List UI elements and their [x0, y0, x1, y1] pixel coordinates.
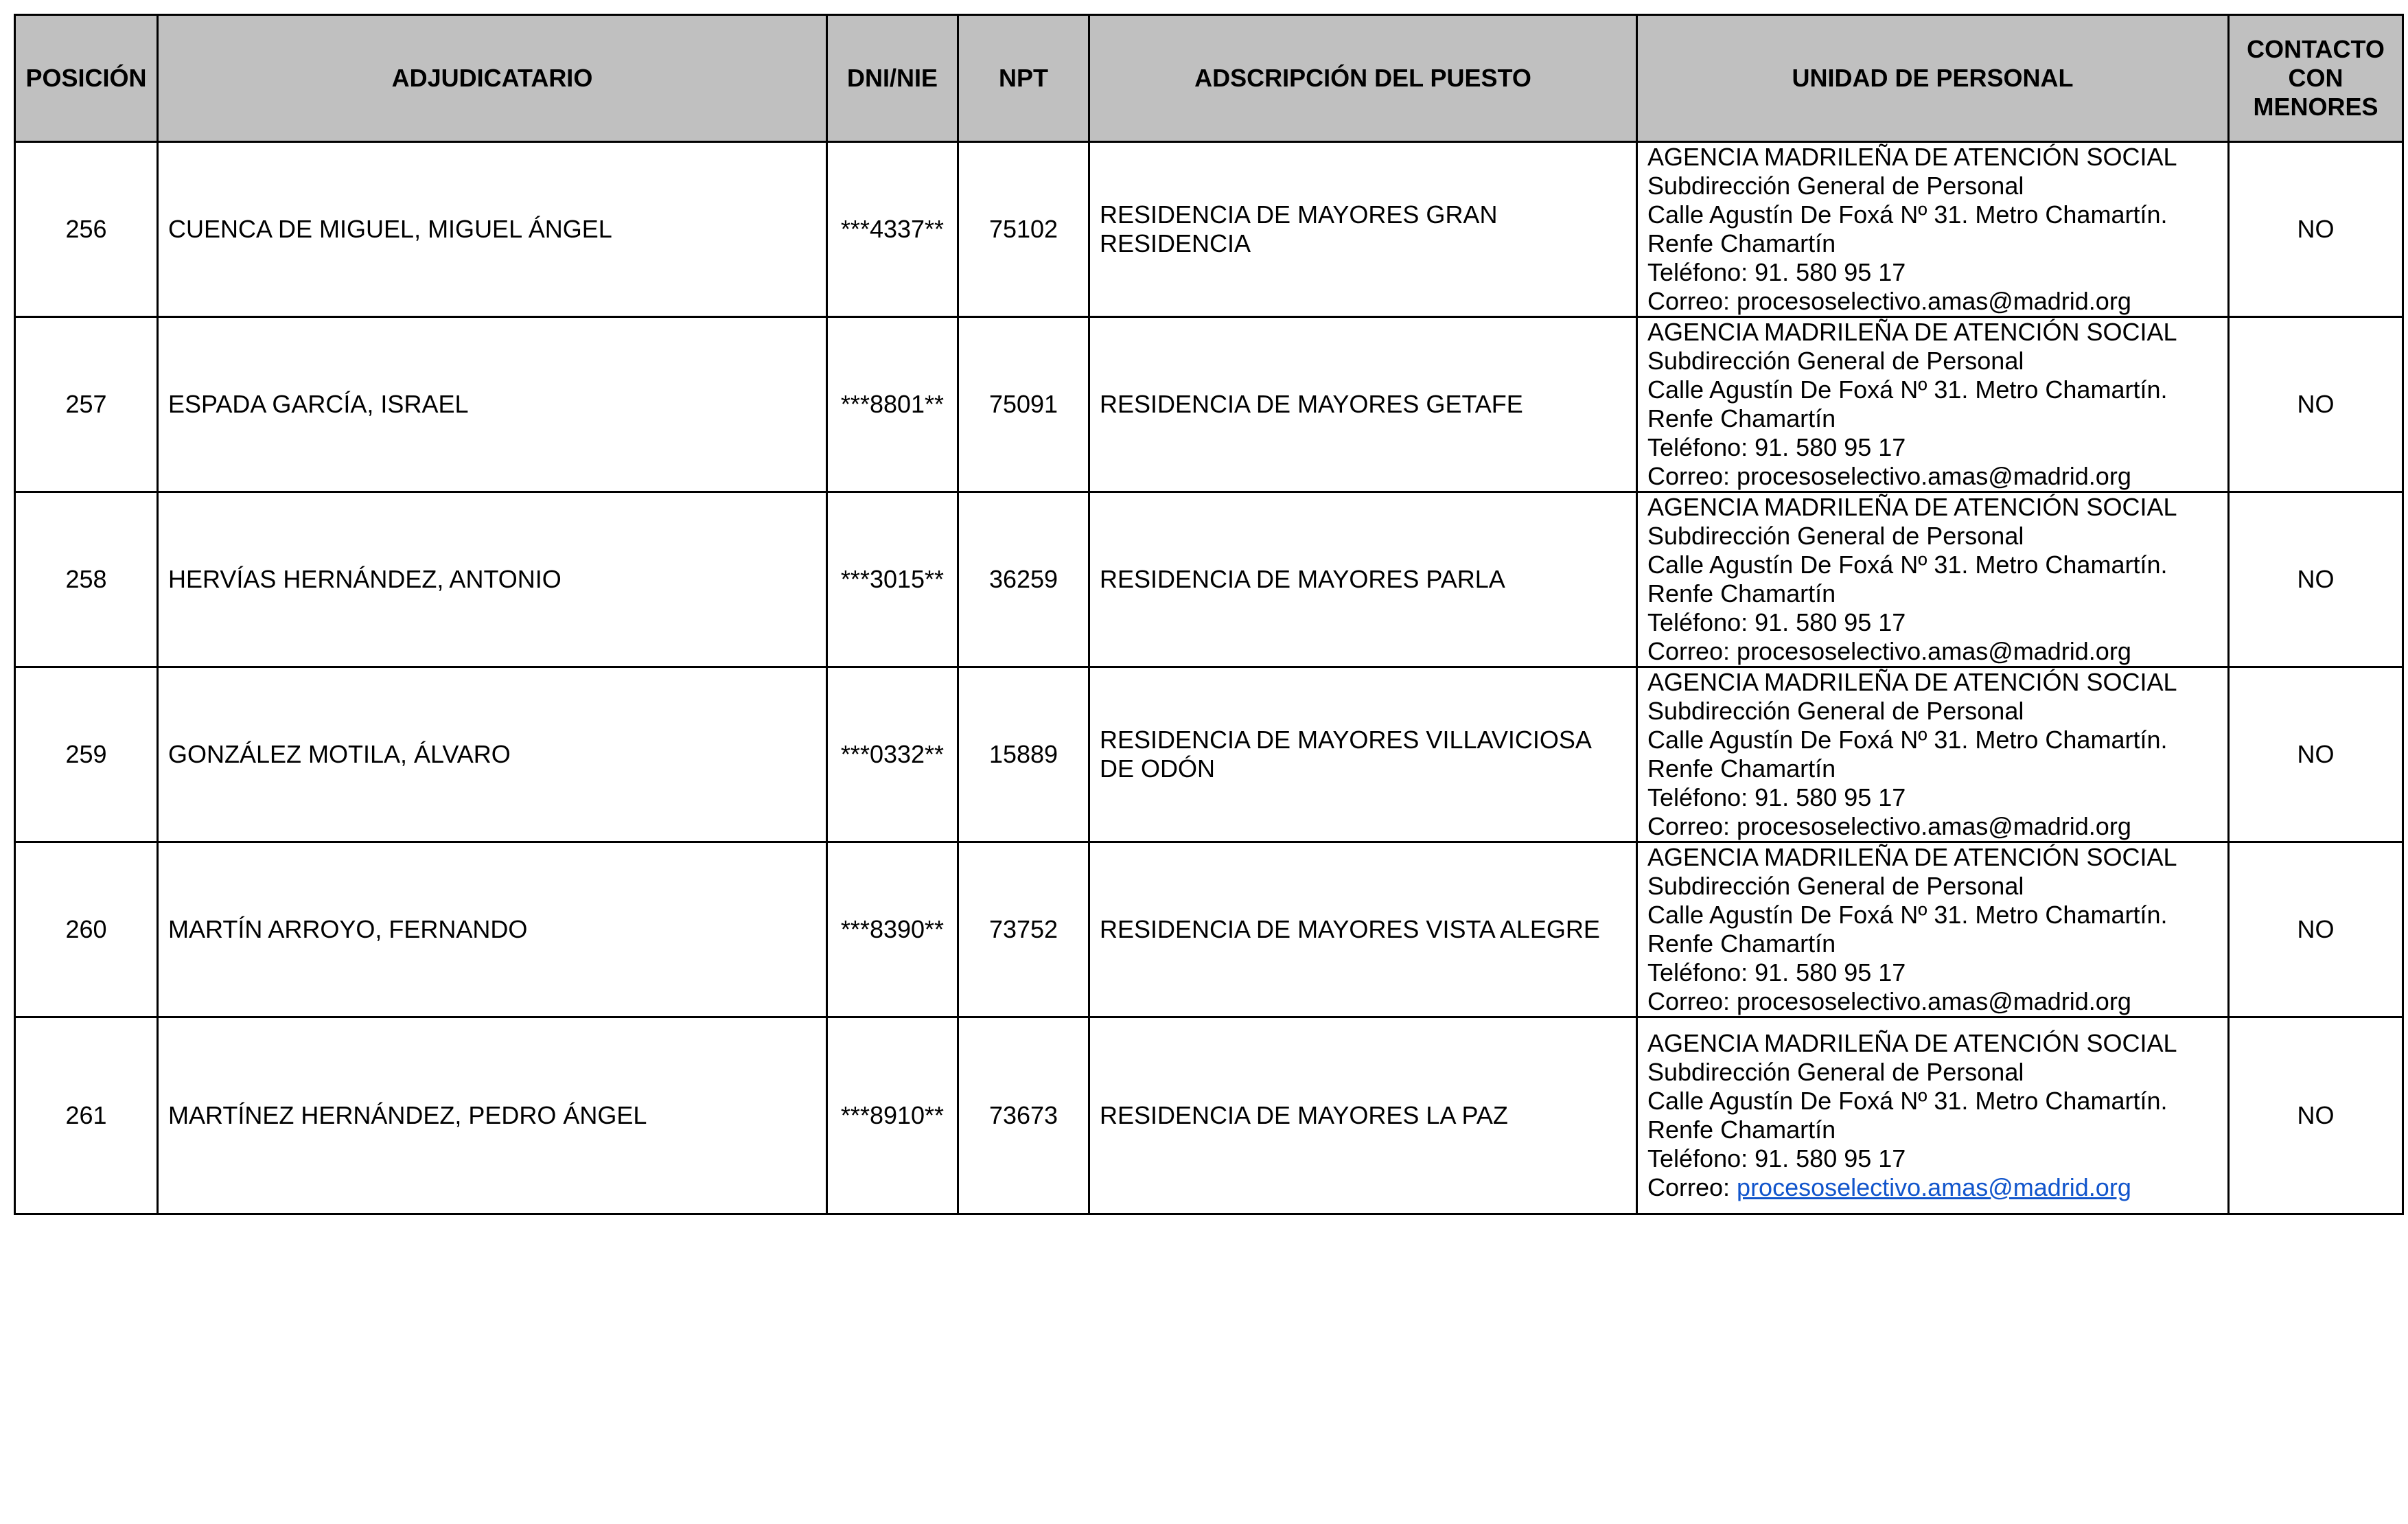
unidad-phone: Teléfono: 91. 580 95 17: [1647, 783, 1906, 811]
email-label: Correo:: [1647, 987, 1737, 1015]
header-npt: NPT: [958, 15, 1089, 142]
unidad-address: Calle Agustín De Foxá Nº 31. Metro Chamartín.: [1647, 200, 2168, 229]
cell-adscripcion: [1089, 667, 1637, 842]
unidad-subdireccion: Subdirección General de Personal: [1647, 347, 2024, 375]
adscripcion-line: DE ODÓN: [1100, 754, 1216, 783]
cell-unidad: [1637, 842, 2229, 1017]
header-dni: DNI/NIE: [827, 15, 958, 142]
cell-adjudicatario: GONZÁLEZ MOTILA, ÁLVARO: [158, 667, 827, 842]
cell-adjudicatario: MARTÍNEZ HERNÁNDEZ, PEDRO ÁNGEL: [158, 1017, 827, 1214]
cell-unidad: [1637, 667, 2229, 842]
cell-posicion: 260: [15, 842, 158, 1017]
cell-contacto: NO: [2229, 142, 2403, 317]
email-label: Correo:: [1647, 462, 1737, 490]
table-row: [15, 142, 2403, 317]
email-text: procesoselectivo.amas@madrid.org: [1737, 987, 2131, 1015]
adscripcion-line: RESIDENCIA DE MAYORES LA PAZ: [1100, 1101, 1508, 1129]
cell-posicion: 256: [15, 142, 158, 317]
unidad-address: Calle Agustín De Foxá Nº 31. Metro Chamartín.: [1647, 551, 2168, 579]
cell-adscripcion: [1089, 492, 1637, 667]
cell-dni: ***8390**: [827, 842, 958, 1017]
header-adscripcion: ADSCRIPCIÓN DEL PUESTO: [1089, 15, 1637, 142]
unidad-agency: AGENCIA MADRILEÑA DE ATENCIÓN SOCIAL: [1647, 668, 2177, 696]
cell-contacto: NO: [2229, 317, 2403, 492]
unidad-address-2: Renfe Chamartín: [1647, 930, 1836, 958]
cell-npt: 75091: [958, 317, 1089, 492]
header-row: [15, 15, 2403, 142]
adscripcion-line: RESIDENCIA DE MAYORES GETAFE: [1100, 390, 1523, 418]
cell-adscripcion: [1089, 1017, 1637, 1214]
unidad-agency: AGENCIA MADRILEÑA DE ATENCIÓN SOCIAL: [1647, 493, 2177, 521]
cell-dni: ***8801**: [827, 317, 958, 492]
unidad-email: [1647, 287, 2218, 316]
cell-contacto: NO: [2229, 667, 2403, 842]
table-row: [15, 842, 2403, 1017]
unidad-email: [1647, 637, 2218, 666]
cell-posicion: 261: [15, 1017, 158, 1214]
unidad-address-2: Renfe Chamartín: [1647, 579, 1836, 608]
email-label: Correo:: [1647, 1173, 1737, 1201]
header-contacto: [2229, 15, 2403, 142]
unidad-address: Calle Agustín De Foxá Nº 31. Metro Chamartín.: [1647, 726, 2168, 754]
cell-dni: ***8910**: [827, 1017, 958, 1214]
cell-posicion: 258: [15, 492, 158, 667]
unidad-address: Calle Agustín De Foxá Nº 31. Metro Chamartín.: [1647, 376, 2168, 404]
cell-unidad: [1637, 1017, 2229, 1214]
unidad-address-2: Renfe Chamartín: [1647, 404, 1836, 432]
unidad-agency: AGENCIA MADRILEÑA DE ATENCIÓN SOCIAL: [1647, 143, 2177, 171]
cell-adscripcion: [1089, 317, 1637, 492]
unidad-email: [1647, 987, 2218, 1016]
cell-unidad: [1637, 317, 2229, 492]
cell-posicion: 259: [15, 667, 158, 842]
email-text: procesoselectivo.amas@madrid.org: [1737, 637, 2131, 665]
cell-contacto: NO: [2229, 1017, 2403, 1214]
unidad-subdireccion: Subdirección General de Personal: [1647, 697, 2024, 725]
cell-adjudicatario: MARTÍN ARROYO, FERNANDO: [158, 842, 827, 1017]
header-adjudicatario: ADJUDICATARIO: [158, 15, 827, 142]
cell-npt: 75102: [958, 142, 1089, 317]
adscripcion-line: RESIDENCIA: [1100, 229, 1251, 257]
header-contacto-line: CONTACTO: [2247, 35, 2385, 63]
unidad-subdireccion: Subdirección General de Personal: [1647, 522, 2024, 550]
unidad-subdireccion: Subdirección General de Personal: [1647, 872, 2024, 900]
unidad-phone: Teléfono: 91. 580 95 17: [1647, 608, 1906, 636]
unidad-phone: Teléfono: 91. 580 95 17: [1647, 1144, 1906, 1173]
cell-dni: ***3015**: [827, 492, 958, 667]
cell-unidad: [1637, 142, 2229, 317]
cell-dni: ***4337**: [827, 142, 958, 317]
cell-adjudicatario: CUENCA DE MIGUEL, MIGUEL ÁNGEL: [158, 142, 827, 317]
adscripcion-line: RESIDENCIA DE MAYORES PARLA: [1100, 565, 1505, 593]
cell-dni: ***0332**: [827, 667, 958, 842]
unidad-address: Calle Agustín De Foxá Nº 31. Metro Chamartín.: [1647, 1087, 2168, 1115]
unidad-address-2: Renfe Chamartín: [1647, 754, 1836, 783]
cell-posicion: 257: [15, 317, 158, 492]
unidad-agency: AGENCIA MADRILEÑA DE ATENCIÓN SOCIAL: [1647, 843, 2177, 871]
unidad-address-2: Renfe Chamartín: [1647, 229, 1836, 257]
unidad-phone: Teléfono: 91. 580 95 17: [1647, 958, 1906, 986]
unidad-phone: Teléfono: 91. 580 95 17: [1647, 258, 1906, 286]
cell-npt: 36259: [958, 492, 1089, 667]
unidad-address: Calle Agustín De Foxá Nº 31. Metro Chamartín.: [1647, 901, 2168, 929]
header-posicion: POSICIÓN: [15, 15, 158, 142]
cell-contacto: NO: [2229, 842, 2403, 1017]
email-text: procesoselectivo.amas@madrid.org: [1737, 287, 2131, 315]
cell-adscripcion: [1089, 842, 1637, 1017]
adscripcion-line: RESIDENCIA DE MAYORES GRAN: [1100, 200, 1498, 229]
email-text: procesoselectivo.amas@madrid.org: [1737, 812, 2131, 840]
email-text: procesoselectivo.amas@madrid.org: [1737, 462, 2131, 490]
cell-adjudicatario: HERVÍAS HERNÁNDEZ, ANTONIO: [158, 492, 827, 667]
adscripcion-line: RESIDENCIA DE MAYORES VILLAVICIOSA: [1100, 726, 1592, 754]
header-unidad: UNIDAD DE PERSONAL: [1637, 15, 2229, 142]
email-label: Correo:: [1647, 287, 1737, 315]
cell-adjudicatario: ESPADA GARCÍA, ISRAEL: [158, 317, 827, 492]
unidad-agency: AGENCIA MADRILEÑA DE ATENCIÓN SOCIAL: [1647, 318, 2177, 346]
cell-unidad: [1637, 492, 2229, 667]
unidad-email: [1647, 462, 2218, 491]
cell-npt: 73673: [958, 1017, 1089, 1214]
unidad-agency: AGENCIA MADRILEÑA DE ATENCIÓN SOCIAL: [1647, 1029, 2177, 1057]
unidad-address-2: Renfe Chamartín: [1647, 1116, 1836, 1144]
table-row: [15, 667, 2403, 842]
adjudication-table: [14, 14, 2404, 1215]
table-row: [15, 492, 2403, 667]
cell-contacto: NO: [2229, 492, 2403, 667]
cell-npt: 73752: [958, 842, 1089, 1017]
header-contacto-line: MENORES: [2253, 93, 2378, 121]
adscripcion-line: RESIDENCIA DE MAYORES VISTA ALEGRE: [1100, 915, 1600, 943]
table-row: [15, 317, 2403, 492]
unidad-phone: Teléfono: 91. 580 95 17: [1647, 433, 1906, 461]
unidad-email: [1647, 1173, 2218, 1202]
email-label: Correo:: [1647, 812, 1737, 840]
email-link[interactable]: procesoselectivo.amas@madrid.org: [1737, 1173, 2131, 1201]
header-contacto-line: CON: [2288, 64, 2343, 92]
unidad-subdireccion: Subdirección General de Personal: [1647, 1058, 2024, 1086]
unidad-email: [1647, 812, 2218, 841]
cell-npt: 15889: [958, 667, 1089, 842]
unidad-subdireccion: Subdirección General de Personal: [1647, 172, 2024, 200]
table-row: [15, 1017, 2403, 1214]
email-label: Correo:: [1647, 637, 1737, 665]
cell-adscripcion: [1089, 142, 1637, 317]
